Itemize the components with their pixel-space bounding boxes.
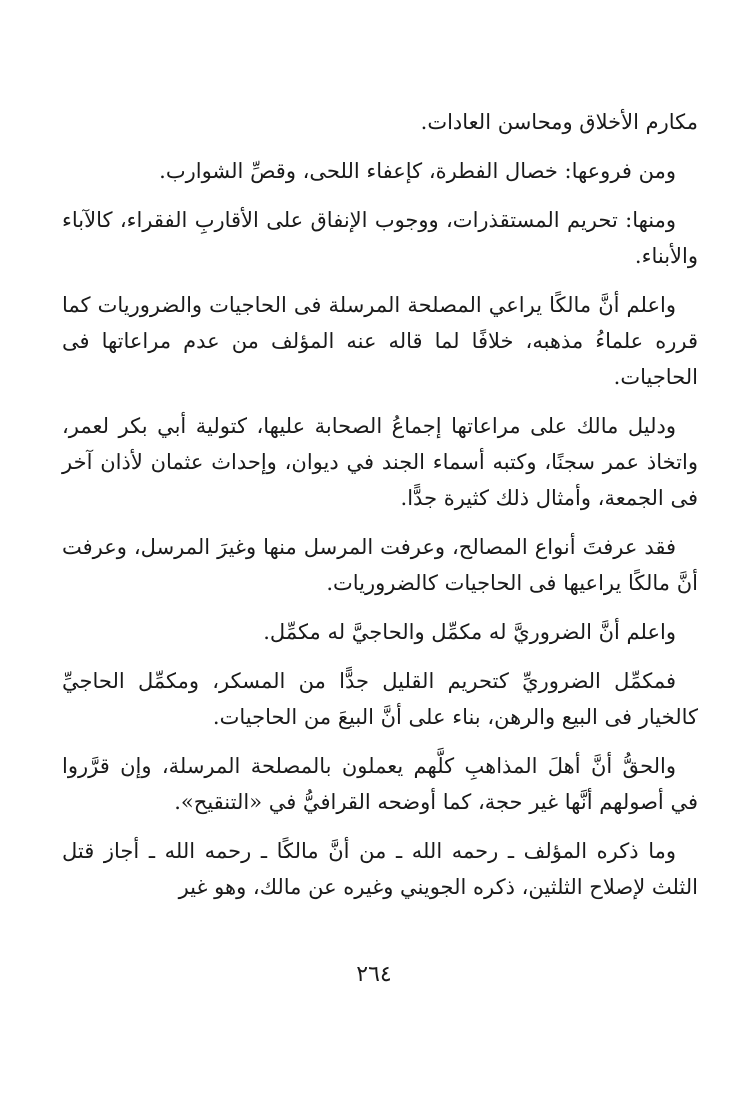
- paragraph-2: ومن فروعها: خصال الفطرة، كإعفاء اللحى، وقصِّ الشوارب.: [159, 159, 676, 183]
- page-number: ٢٦٤: [356, 962, 392, 987]
- paragraph-6: فقد عرفتَ أنواع المصالح، وعرفت المرسل منها وغيرَ المرسل، وعرفت أنَّ مالكًا يراعيها فى الحاجيات كالضروريات.: [62, 535, 698, 595]
- paragraph-8: فمكمِّل الضروريِّ كتحريم القليل جدًّا من المسكر، ومكمِّل الحاجيِّ كالخيار فى البيع والرهن، بناء على أنَّ البيعَ من الحاجيات.: [62, 669, 698, 729]
- page-body: [62, 104, 698, 918]
- paragraph-7: واعلم أنَّ الضروريَّ له مكمِّل والحاجيَّ له مكمِّل.: [263, 620, 676, 644]
- paragraph-10: وما ذكره المؤلف ـ رحمه الله ـ من أنَّ مالكًا ـ رحمه الله ـ أجاز قتل الثلث لإصلاح الثلثين، ذكره الجويني وغيره عن مالك، وهو غير: [62, 839, 698, 899]
- paragraph-9: والحقُّ أنَّ أهلَ المذاهبِ كلَّهم يعملون بالمصلحة المرسلة، وإن قرَّروا في أصولهم أنَّها غير حجة، كما أوضحه القرافيُّ في «التنقيح».: [62, 754, 698, 814]
- paragraph-3: ومنها: تحريم المستقذرات، ووجوب الإنفاق على الأقاربِ الفقراء، كالآباء والأبناء.: [62, 208, 698, 268]
- paragraph-1: مكارم الأخلاق ومحاسن العادات.: [420, 110, 698, 134]
- paragraph-5: ودليل مالك على مراعاتها إجماعُ الصحابة عليها، كتولية أبي بكر لعمر، واتخاذ عمر سجنًا، وكتبه أسماء الجند في ديوان، وإحداث عثمان لأذان آخر فى الجمعة، وأمثال ذلك كثيرة جدًّا.: [62, 414, 698, 510]
- paragraph-4: واعلم أنَّ مالكًا يراعي المصلحة المرسلة فى الحاجيات والضروريات كما قرره علماءُ مذهبه، خلافًا لما قاله عنه المؤلف من عدم مراعاتها فى الحاجيات.: [62, 293, 698, 389]
